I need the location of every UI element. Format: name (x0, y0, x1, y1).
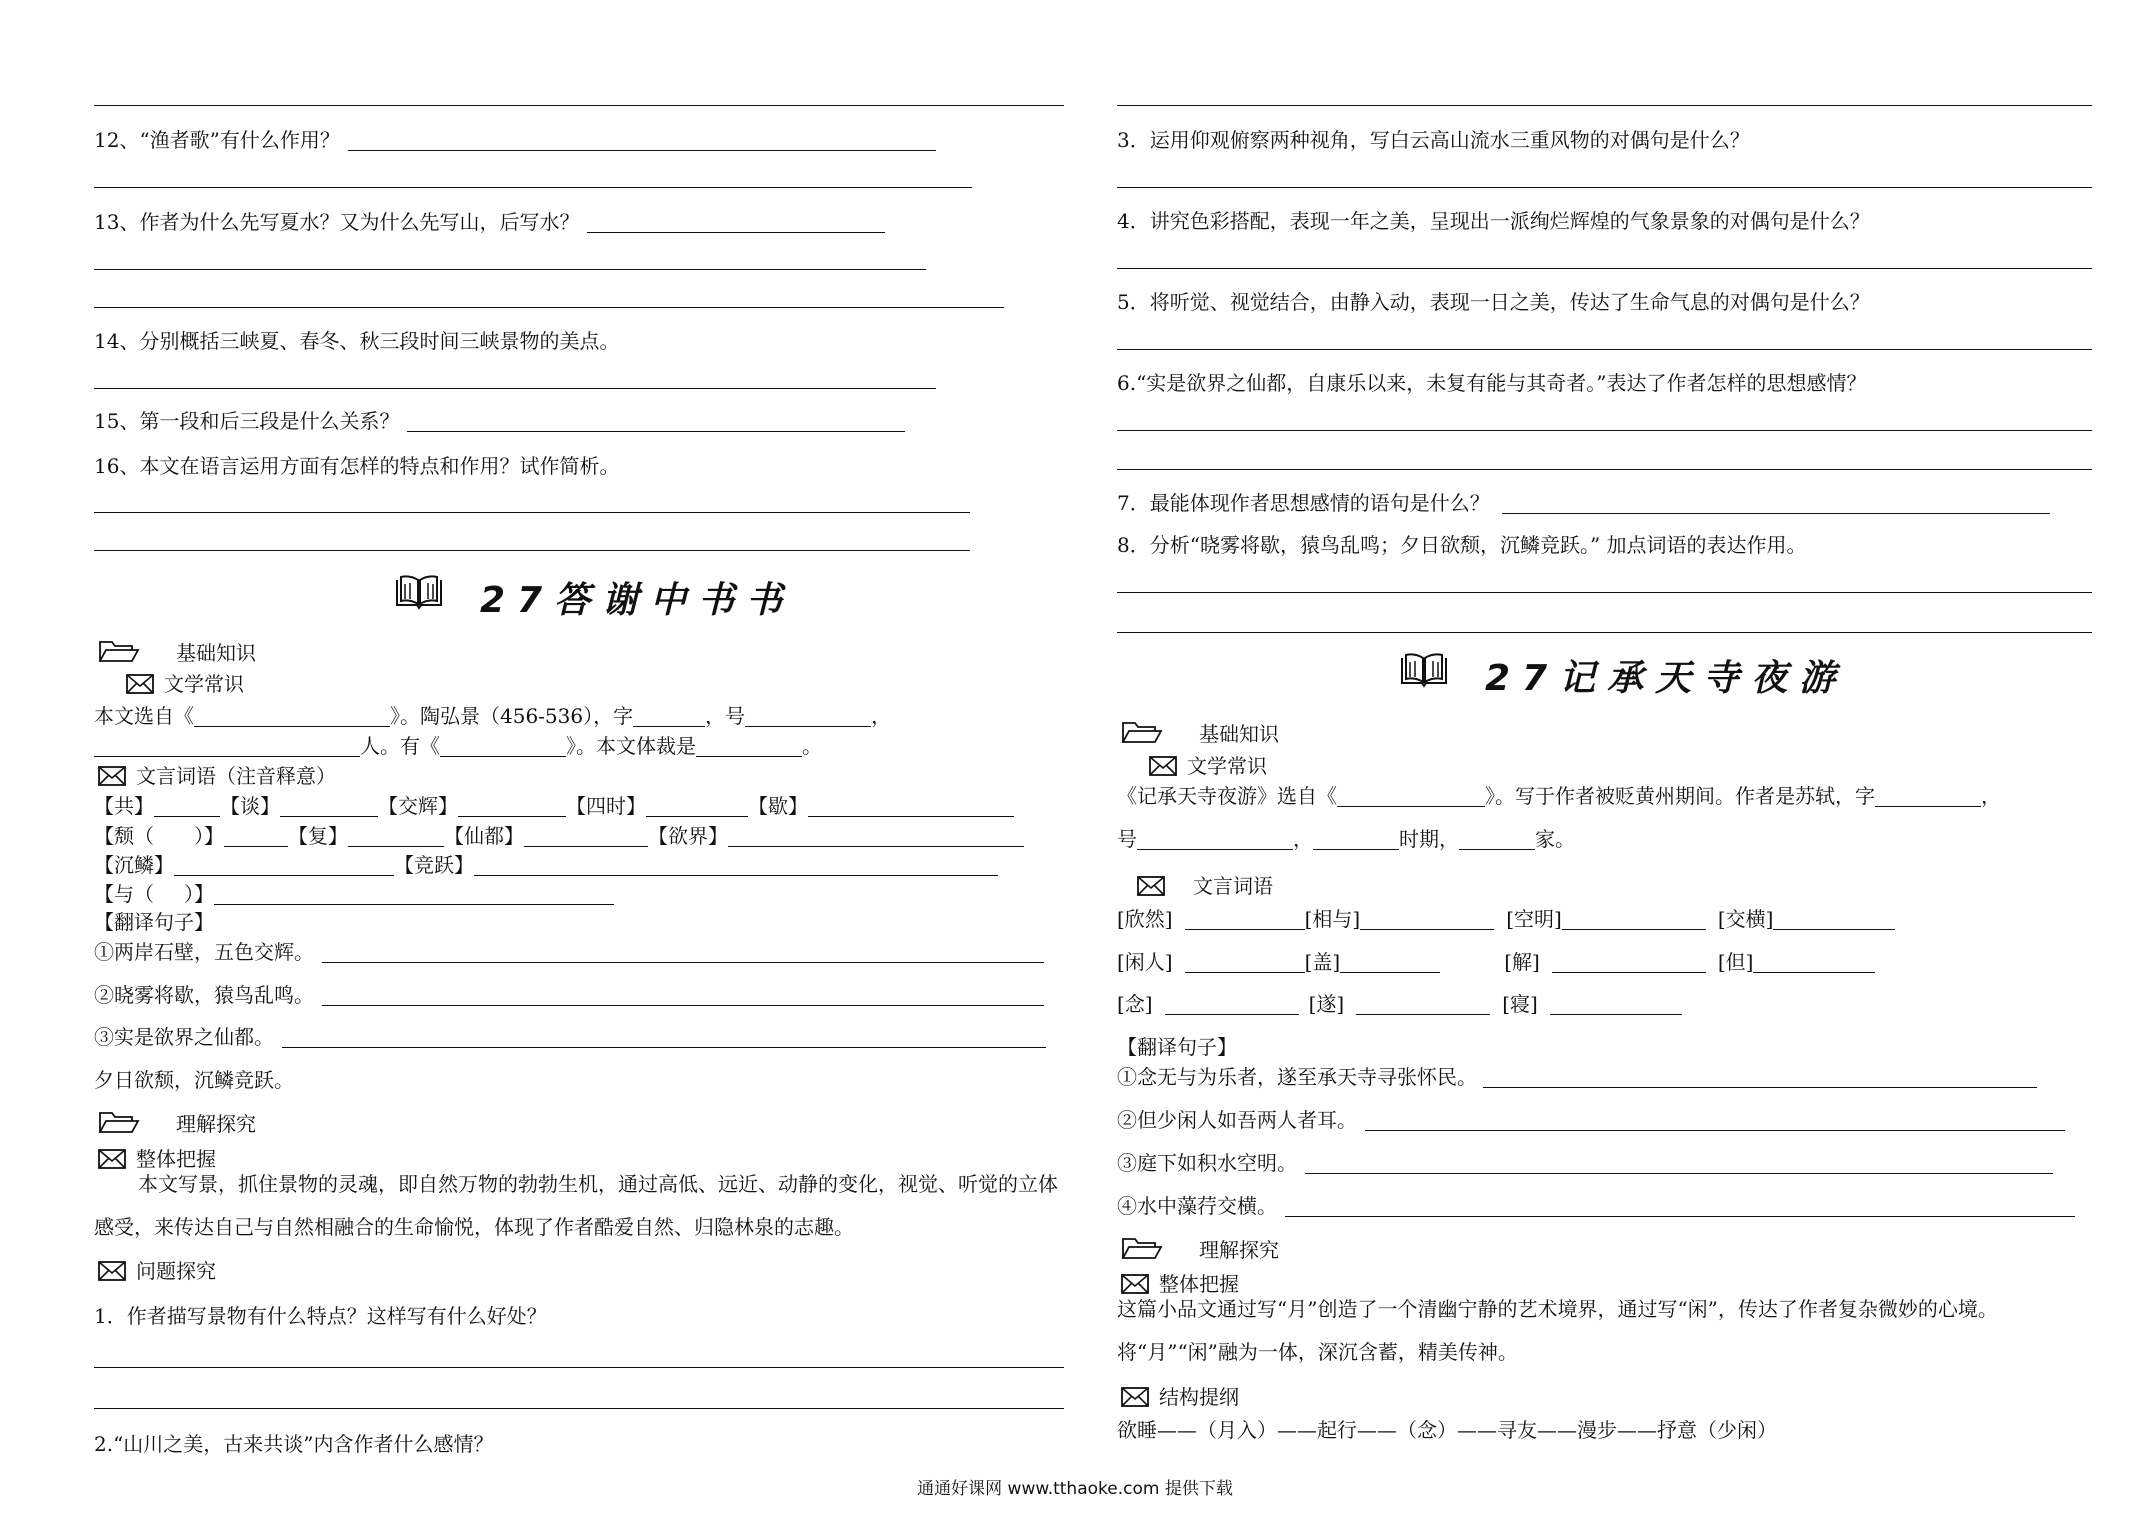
vocab-term: 【四时】 (566, 794, 646, 818)
vocab-term: 【竞跃】 (394, 853, 474, 877)
translate-1 (94, 936, 1044, 965)
answer-blank[interactable] (1365, 1111, 2065, 1131)
vocab-term: 【与（ (94, 882, 154, 906)
vocab-term: 【沉鳞】 (94, 853, 174, 877)
sentence: ①念无与为乐者，遂至承天寺寻张怀民。 (1117, 1065, 1477, 1089)
answer-line[interactable] (1117, 105, 2092, 106)
question-8: 8．分析“晓雾将歇，猿鸟乱鸣；夕日欲颓，沉鳞竞跃。” 加点词语的表达作用。 (1117, 533, 1807, 557)
vocab-term: ）】 (184, 882, 214, 906)
vocab-term: [闲人] (1117, 950, 1173, 974)
answer-blank[interactable] (587, 213, 885, 233)
text: 本文选自《 (94, 704, 194, 728)
answer-blank[interactable] (214, 885, 614, 905)
translate-heading: 【翻译句子】 (94, 910, 214, 934)
answer-blank[interactable] (1753, 953, 1875, 973)
answer-line[interactable] (94, 388, 936, 389)
sentence: ①两岸石壁，五色交辉。 (94, 940, 314, 964)
folder-icon (1121, 720, 1163, 744)
question-text: 12、“渔者歌”有什么作用？ (94, 128, 340, 152)
answer-line[interactable] (94, 187, 972, 188)
understand-heading (1121, 1234, 1279, 1263)
vocab-term: [但] (1717, 950, 1754, 974)
vocab-term: [相与] (1304, 907, 1361, 931)
answer-line[interactable] (1117, 430, 2092, 431)
literature-heading (126, 668, 244, 697)
answer-blank[interactable] (1562, 910, 1706, 930)
vocab-row-1 (94, 790, 1014, 819)
overall-paragraph: 这篇小品文通过写“月”创造了一个清幽宁静的艺术境界，通过写“闲”，传达了作者复杂微妙的心境。将“月”“闲”融为一体，深沉含蓄，精美传神。 (1117, 1297, 1998, 1364)
vocab-term: [空明] (1506, 907, 1562, 931)
heading-text: 理解探究 (1199, 1238, 1279, 1262)
folder-icon (98, 1110, 140, 1134)
lit-line-2 (94, 730, 822, 759)
answer-blank[interactable] (194, 707, 390, 727)
answer-blank[interactable] (1137, 830, 1293, 850)
envelope-icon (1149, 756, 1177, 776)
vocab-term: [交横] (1717, 907, 1774, 931)
question-text: 7．最能体现作者思想感情的语句是什么？ (1117, 491, 1490, 515)
question-5: 5．将听觉、视觉结合，由静入动，表现一日之美，传达了生命气息的对偶句是什么？ (1117, 290, 1870, 314)
translate-2 (94, 979, 1044, 1008)
translate-3 (94, 1021, 1046, 1050)
question-text: 14、分别概括三峡夏、春冬、秋三段时间三峡景物的美点。 (94, 329, 620, 353)
text: 《记承天寺夜游》选自《 (1117, 784, 1337, 808)
vocab-heading (98, 760, 336, 789)
answer-blank[interactable] (322, 986, 1044, 1006)
answer-line[interactable] (1117, 592, 2092, 593)
overall-paragraph: 本文写景，抓住景物的灵魂，即自然万物的勃勃生机，通过高低、远近、动静的变化，视觉、听觉的立体感受，来传达自己与自然相融合的生命愉悦，体现了作者酷爱自然、归隐林泉的志趣。 (94, 1172, 1058, 1239)
structure-heading (1121, 1381, 1239, 1410)
question-text: 15、第一段和后三段是什么关系？ (94, 409, 400, 433)
sentence: ②晓雾将歇，猿鸟乱鸣。 (94, 983, 314, 1007)
folder-icon (98, 639, 140, 663)
heading-text: 结构提纲 (1159, 1385, 1239, 1409)
vocab-term: 【歇】 (748, 794, 808, 818)
translate-4: 夕日欲颓，沉鳞竞跃。 (94, 1068, 294, 1092)
translate-2 (1117, 1104, 2065, 1133)
title-text: 27记承天寺夜游 (1485, 658, 1848, 699)
text: ， (1293, 827, 1313, 851)
answer-line[interactable] (1117, 469, 2092, 470)
answer-blank[interactable] (646, 797, 748, 817)
folder-icon (1121, 1236, 1163, 1260)
question-6: 6.“实是欲界之仙都，自康乐以来，未复有能与其奇者。”表达了作者怎样的思想感情？ (1117, 371, 1867, 395)
envelope-icon (98, 1261, 126, 1281)
vocab-term: 【欲界】 (648, 824, 728, 848)
answer-blank[interactable] (1483, 1068, 2037, 1088)
answer-blank[interactable] (174, 856, 394, 876)
answer-line[interactable] (1117, 349, 2092, 350)
answer-blank[interactable] (1459, 830, 1535, 850)
answer-line[interactable] (1117, 187, 2092, 188)
answer-blank[interactable] (808, 797, 1014, 817)
title-text: 27答谢中书书 (480, 580, 795, 621)
question-14 (94, 325, 619, 354)
vocab-row-3 (94, 849, 998, 878)
literature-heading (1149, 750, 1267, 779)
explore-question-1: 1．作者描写景物有什么特点？这样写有什么好处？ (94, 1304, 547, 1328)
translate-4 (1117, 1190, 2075, 1219)
text: 时期， (1399, 827, 1459, 851)
vocab-term: ）】 (194, 824, 224, 848)
translate-1 (1117, 1061, 2037, 1090)
question-text: 13、作者为什么先写夏水？又为什么先写山，后写水？ (94, 210, 580, 234)
heading-text: 理解探究 (176, 1112, 256, 1136)
vocab-term: [盖] (1304, 950, 1341, 974)
answer-blank[interactable] (407, 412, 905, 432)
vocab-row-3 (1117, 988, 1682, 1017)
question-15 (94, 405, 905, 434)
answer-blank[interactable] (94, 737, 360, 757)
book-icon (394, 574, 444, 610)
question-12 (94, 124, 936, 153)
answer-line (94, 105, 1064, 106)
book-icon (1399, 652, 1449, 688)
answer-blank[interactable] (1165, 995, 1299, 1015)
vocab-term: 【谈】 (220, 794, 280, 818)
sentence: ③庭下如积水空明。 (1117, 1151, 1297, 1175)
answer-blank[interactable] (474, 856, 998, 876)
translate-3 (1117, 1147, 2053, 1176)
answer-blank[interactable] (1305, 1154, 2053, 1174)
basics-heading (98, 637, 256, 666)
answer-blank[interactable] (322, 943, 1044, 963)
vocab-row-4 (94, 878, 614, 907)
answer-blank[interactable] (348, 131, 936, 151)
vocab-term: [念] (1117, 992, 1153, 1016)
vocab-row-1 (1117, 903, 1895, 932)
answer-blank[interactable] (728, 827, 1024, 847)
answer-blank[interactable] (1875, 787, 1981, 807)
vocab-row-2 (1117, 946, 1875, 975)
vocab-term: 【仙都】 (444, 824, 524, 848)
answer-line[interactable] (1117, 268, 2092, 269)
answer-blank[interactable] (1356, 995, 1490, 1015)
heading-text: 基础知识 (1199, 722, 1279, 746)
heading-text: 基础知识 (176, 641, 256, 665)
answer-line[interactable] (94, 550, 970, 551)
answer-blank[interactable] (1185, 953, 1305, 973)
section-title (396, 572, 794, 623)
section-title (1401, 650, 1847, 701)
envelope-icon (126, 674, 154, 694)
answer-blank[interactable] (280, 797, 378, 817)
heading-text: 整体把握 (1159, 1272, 1239, 1296)
answer-blank[interactable] (1360, 910, 1494, 930)
answer-blank[interactable] (524, 827, 648, 847)
vocab-term: 【共】 (94, 794, 154, 818)
question-text: 16、本文在语言运用方面有怎样的特点和作用？试作简析。 (94, 454, 620, 478)
envelope-icon (1137, 876, 1165, 896)
text: 》。写于作者被贬黄州期间。作者是苏轼，字 (1485, 784, 1875, 808)
answer-blank[interactable] (1285, 1197, 2075, 1217)
vocab-term: 【交辉】 (378, 794, 458, 818)
page-footer: 通通好课网 www.tthaoke.com 提供下载 (917, 1479, 1233, 1499)
sentence: ④水中藻荇交横。 (1117, 1194, 1277, 1218)
vocab-term: 【复】 (288, 824, 348, 848)
answer-blank[interactable] (458, 797, 566, 817)
vocab-term: [欣然] (1117, 907, 1173, 931)
question-7 (1117, 487, 2050, 516)
heading-text: 文学常识 (164, 672, 244, 696)
vocab-heading (1137, 870, 1273, 899)
answer-line[interactable] (94, 307, 1004, 308)
translate-heading: 【翻译句子】 (1117, 1035, 1237, 1059)
text: 》。陶弘景（456-536），字 (390, 704, 634, 728)
answer-blank[interactable] (282, 1028, 1046, 1048)
answer-line[interactable] (94, 512, 970, 513)
heading-text: 问题探究 (136, 1259, 216, 1283)
text: ，号 (705, 704, 746, 728)
answer-blank[interactable] (1550, 995, 1682, 1015)
envelope-icon (1121, 1387, 1149, 1407)
heading-text: 整体把握 (136, 1147, 216, 1171)
answer-line[interactable] (94, 269, 926, 270)
answer-line[interactable] (1117, 632, 2092, 633)
envelope-icon (98, 766, 126, 786)
question-3: 3．运用仰观俯察两种视角，写白云高山流水三重风物的对偶句是什么？ (1117, 128, 1750, 152)
answer-blank[interactable] (1552, 953, 1706, 973)
question-16 (94, 450, 619, 479)
sentence: ③实是欲界之仙都。 (94, 1025, 274, 1049)
vocab-term: [遂] (1308, 992, 1345, 1016)
text: 》。本文体裁是 (566, 734, 696, 758)
heading-text: 文言词语（注音释意） (136, 764, 336, 788)
answer-blank[interactable] (633, 707, 705, 727)
text: ， (1981, 784, 2001, 808)
text: 。 (802, 734, 822, 758)
vocab-term: 【颓（ (94, 824, 154, 848)
answer-blank[interactable] (745, 707, 871, 727)
text: ， (871, 704, 892, 728)
text: 人。有《 (360, 734, 440, 758)
vocab-term: [解] (1504, 950, 1540, 974)
answer-blank[interactable] (224, 827, 288, 847)
lit-line-2 (1117, 823, 1575, 852)
question-13 (94, 206, 885, 235)
answer-blank[interactable] (696, 737, 802, 757)
answer-blank[interactable] (1773, 910, 1895, 930)
understand-heading (98, 1108, 256, 1137)
explore-question-2: 2.“山川之美，古来共谈”内含作者什么感情？ (94, 1432, 494, 1456)
vocab-row-2 (94, 820, 1024, 849)
answer-blank[interactable] (1337, 787, 1485, 807)
lit-line-1 (1117, 780, 2001, 809)
explore-heading (98, 1255, 216, 1284)
lit-line-1 (94, 700, 891, 729)
vocab-term: [寝] (1502, 992, 1538, 1016)
answer-blank[interactable] (348, 827, 444, 847)
text: 号 (1117, 827, 1137, 851)
answer-blank[interactable] (1502, 494, 2050, 514)
question-4: 4．讲究色彩搭配，表现一年之美，呈现出一派绚烂辉煌的气象景象的对偶句是什么？ (1117, 209, 1870, 233)
answer-blank[interactable] (154, 797, 220, 817)
answer-line[interactable] (94, 1408, 1064, 1409)
basics-heading (1121, 718, 1279, 747)
answer-blank[interactable] (1313, 830, 1399, 850)
structure-outline: 欲睡——（月入）——起行——（念）——寻友——漫步——抒意（少闲） (1117, 1418, 1777, 1442)
heading-text: 文言词语 (1193, 874, 1273, 898)
answer-blank[interactable] (1340, 953, 1440, 973)
answer-blank[interactable] (1185, 910, 1305, 930)
answer-line[interactable] (94, 1367, 1064, 1368)
heading-text: 文学常识 (1187, 754, 1267, 778)
answer-blank[interactable] (440, 737, 566, 757)
sentence: ②但少闲人如吾两人者耳。 (1117, 1108, 1357, 1132)
text: 家。 (1535, 827, 1575, 851)
